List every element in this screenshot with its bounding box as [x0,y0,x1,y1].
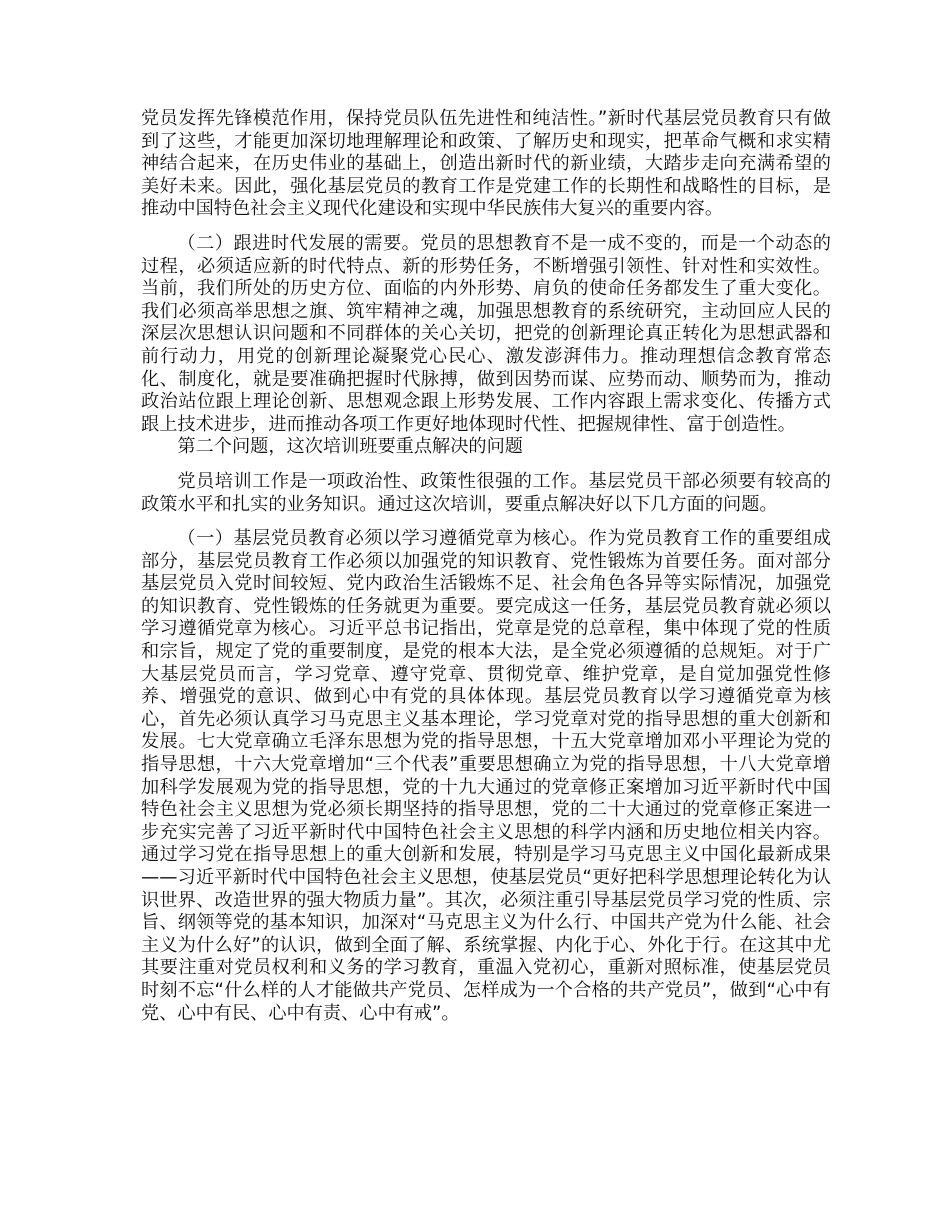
paragraph-party-members-role: 党员发挥先锋模范作用，保持党员队伍先进性和纯洁性。”新时代基层党员教育只有做到了这些，才能更加深切地理解理论和政策、了解历史和现实，把革命气概和求实精神结合起来，在历史伟业的基础上，创造出新时代的新业绩，大踏步走向充满希望的美好未来。因此，强化基层党员的教育工作是党建工作的长期性和战略性的目标，是推动中国特色社会主义现代化建设和实现中华民族伟大复兴的重要内容。 [141,108,831,220]
document-page [141,108,831,1025]
paragraph-training-work: 党员培训工作是一项政治性、政策性很强的工作。基层党员干部必须要有较高的政策水平和扎实的业务知识。通过这次培训，要重点解决好以下几方面的问题。 [141,470,831,515]
paragraph-party-constitution-core: （一）基层党员教育必须以学习遵循党章为核心。作为党员教育工作的重要组成部分，基层党员教育工作必须以加强党的知识教育、党性锻炼为首要任务。面对部分基层党员入党时间较短、党内政治生活锻炼不足、社会角色各异等实际情况，加强党的知识教育、党性锻炼的任务就更为重要。要完成这一任务，基层党员教育就必须以学习遵循党章为核心。习近平总书记指出，党章是党的总章程，集中体现了党的性质和宗旨，规定了党的重要制度，是党的根本大法，是全党必须遵循的总规矩。对于广大基层党员而言，学习党章、遵守党章、贯彻党章、维护党章，是自觉加强党性修养、增强党的意识、做到心中有党的具体体现。基层党员教育以学习遵循党章为核心，首先必须认真学习马克思主义基本理论，学习党章对党的指导思想的重大创新和发展。七大党章确立毛泽东思想为党的指导思想，十五大党章增加邓小平理论为党的指导思想，十六大党章增加“三个代表”重要思想确立为党的指导思想，十八大党章增加科学发展观为党的指导思想，党的十九大通过的党章修正案增加习近平新时代中国特色社会主义思想为党必须长期坚持的指导思想，党的二十大通过的党章修正案进一步充实完善了习近平新时代中国特色社会主义思想的科学内涵和历史地位相关内容。通过学习党在指导思想上的重大创新和发展，特别是学习马克思主义中国化最新成果——习近平新时代中国特色社会主义思想，使基层党员“更好把科学思想理论转化为认识世界、改造世界的强大物质力量”。其次，必须注重引导基层党员学习党的性质、宗旨、纲领等党的基本知识，加深对“马克思主义为什么行、中国共产党为什么能、社会主义为什么好”的认识，做到全面了解、系统掌握、内化于心、外化于行。在这其中尤其要注重对党员权利和义务的学习教育，重温入党初心，重新对照标准，使基层党员时刻不忘“什么样的人才能做共产党员、怎样成为一个合格的共产党员”，做到“心中有党、心中有民、心中有责、心中有戒”。 [141,528,831,1024]
section-heading-second-question: 第二个问题，这次培训班要重点解决的问题 [177,436,523,458]
paragraph-keep-pace-with-times: （二）跟进时代发展的需要。党员的思想教育不是一成不变的，而是一个动态的过程，必须适应新的时代特点、新的形势任务，不断增强引领性、针对性和实效性。当前，我们所处的历史方位、面临的内外形势、肩负的使命任务都发生了重大变化。我们必须高举思想之旗、筑牢精神之魂，加强思想教育的系统研究，主动回应人民的深层次思想认识问题和不同群体的关心关切，把党的创新理论真正转化为思想武器和前行动力，用党的创新理论凝聚党心民心、激发澎湃伟力。推动理想信念教育常态化、制度化，就是要准确把握时代脉搏，做到因势而谋、应势而动、顺势而为，推动政治站位跟上理论创新、思想观念跟上形势发展、工作内容跟上需求变化、传播方式跟上技术进步，进而推动各项工作更好地体现时代性、把握规律性、富于创造性。 [141,232,831,435]
